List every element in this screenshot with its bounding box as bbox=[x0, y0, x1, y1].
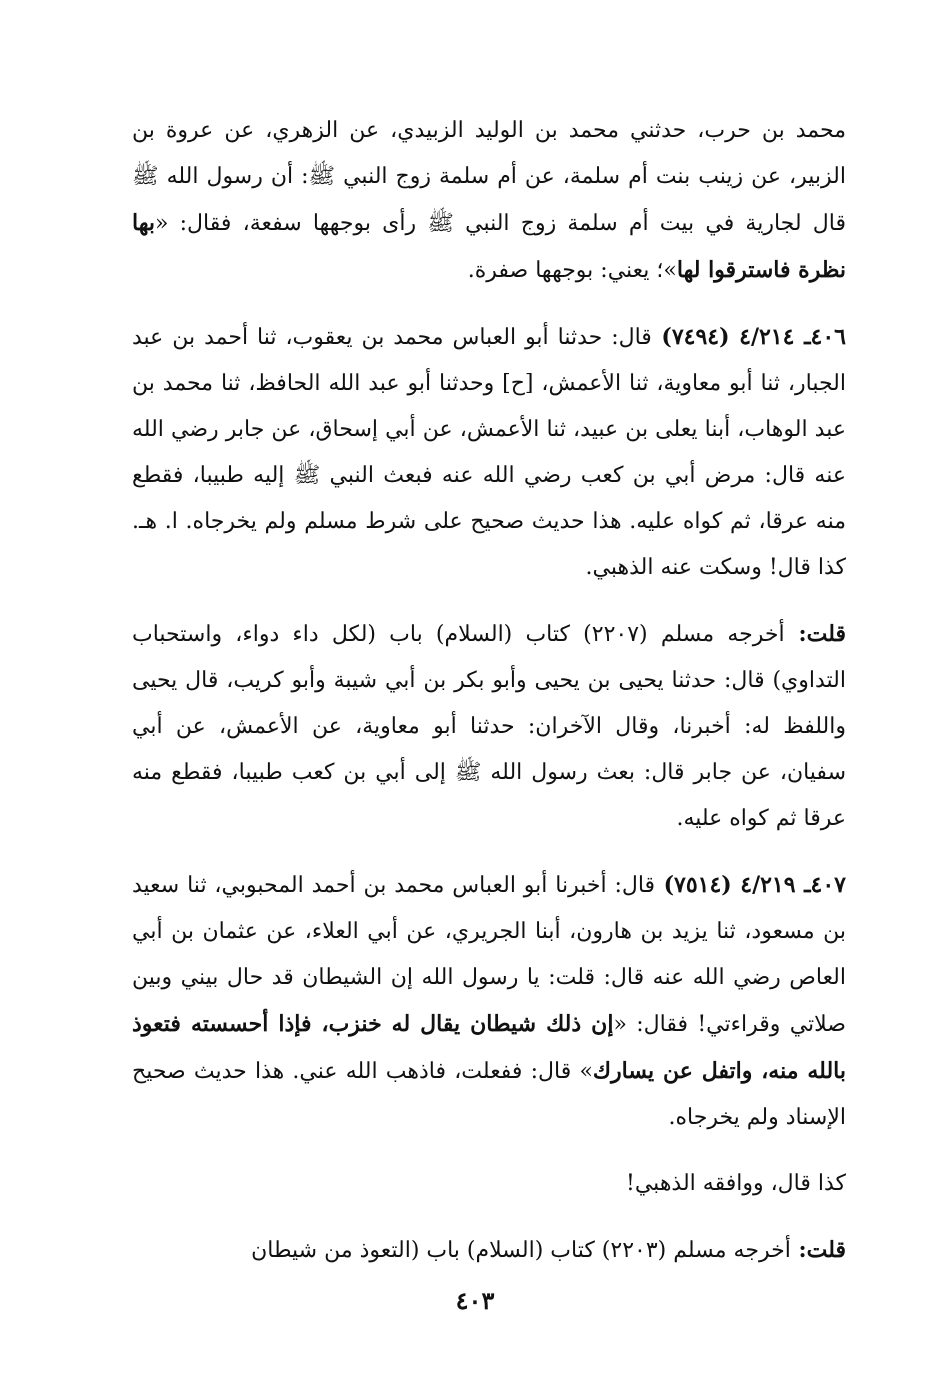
paragraph-gap bbox=[132, 591, 846, 611]
paragraph-hadith-continuation bbox=[132, 108, 846, 294]
paragraph-hadith-406 bbox=[132, 314, 846, 591]
body-text bbox=[132, 108, 846, 1274]
comment-label: قلت: bbox=[790, 1237, 846, 1263]
paragraph-gap bbox=[132, 1207, 846, 1227]
comment-label: قلت: bbox=[784, 621, 846, 647]
hadith-number-407: ٤٠٧ـ ٤/٢١٩ (٧٥١٤) bbox=[655, 872, 846, 898]
paragraph-gap bbox=[132, 1141, 846, 1161]
paragraph-text: »؛ يعني: بوجهها صفرة. bbox=[467, 258, 677, 283]
paragraph-note-407 bbox=[132, 1161, 846, 1207]
paragraph-text: قال: أخبرنا أبو العباس محمد بن أحمد المحبوبي، ثنا سعيد بن مسعود، ثنا يزيد بن هارون، أبنا الجريري، عن أبي العلاء، عن عثمان بن أبي العاص رضي الله عنه قال: قلت: يا رسول الله إن الشيطان قد حال بيني وبين صلاتي وقراءتي! فقال: « bbox=[132, 873, 846, 1037]
paragraph-text: قال: حدثنا أبو العباس محمد بن يعقوب، ثنا أحمد بن عبد الجبار، ثنا أبو معاوية، ثنا الأعمش، [ح] وحدثنا أبو عبد الله الحافظ، ثنا محمد بن عبد الوهاب، أبنا يعلى بن عبيد، ثنا الأعمش، عن أبي إسحاق، عن جابر رضي الله عنه قال: مرض أبي بن كعب رضي الله عنه فبعث النبي ﷺ إليه طبيبا، فقطع منه عرقا، ثم كواه عليه. هذا حديث صحيح على شرط مسلم ولم يخرجاه. ا. هـ. كذا قال! وسكت عنه الذهبي. bbox=[132, 325, 846, 580]
paragraph-text: محمد بن حرب، حدثني محمد بن الوليد الزبيدي، عن الزهري، عن عروة بن الزبير، عن زينب بنت أم سلمة، عن أم سلمة زوج النبي ﷺ: أن رسول الله ﷺ قال لجارية في بيت أم سلمة زوج النبي ﷺ رأى بوجهها سفعة، فقال: « bbox=[132, 118, 846, 236]
paragraph-text: أخرجه مسلم (٢٢٠٣) كتاب (السلام) باب (التعوذ من شيطان bbox=[251, 1238, 791, 1263]
hadith-quote-bold: بها نظرة فاسترقوا لها bbox=[132, 210, 846, 283]
paragraph-gap bbox=[132, 294, 846, 314]
page-number: ٤٠٣ bbox=[455, 1286, 495, 1315]
paragraph-comment-406 bbox=[132, 611, 846, 842]
hadith-number-406: ٤٠٦ـ ٤/٢١٤ (٧٤٩٤) bbox=[651, 324, 846, 350]
paragraph-text: » قال: ففعلت، فاذهب الله عني. هذا حديث صحيح الإسناد ولم يخرجاه. bbox=[132, 1059, 846, 1130]
paragraph-text: كذا قال، ووافقه الذهبي! bbox=[626, 1171, 846, 1196]
hadith-quote-bold: إن ذلك شيطان يقال له خنزب، فإذا أحسسته فتعوذ بالله منه، واتفل عن يسارك bbox=[132, 1011, 846, 1084]
paragraph-hadith-407 bbox=[132, 862, 846, 1141]
paragraph-text: أخرجه مسلم (٢٢٠٧) كتاب (السلام) باب (لكل داء دواء، واستحباب التداوي) قال: حدثنا يحيى بن يحيى وأبو بكر بن أبي شيبة وأبو كريب، قال يحيى واللفظ له: أخبرنا، وقال الآخران: حدثنا أبو معاوية، عن الأعمش، عن أبي سفيان، عن جابر قال: بعث رسول الله ﷺ إلى أبي بن كعب طبيبا، فقطع منه عرقا ثم كواه عليه. bbox=[132, 622, 846, 831]
paragraph-comment-407 bbox=[132, 1227, 846, 1274]
paragraph-gap bbox=[132, 842, 846, 862]
